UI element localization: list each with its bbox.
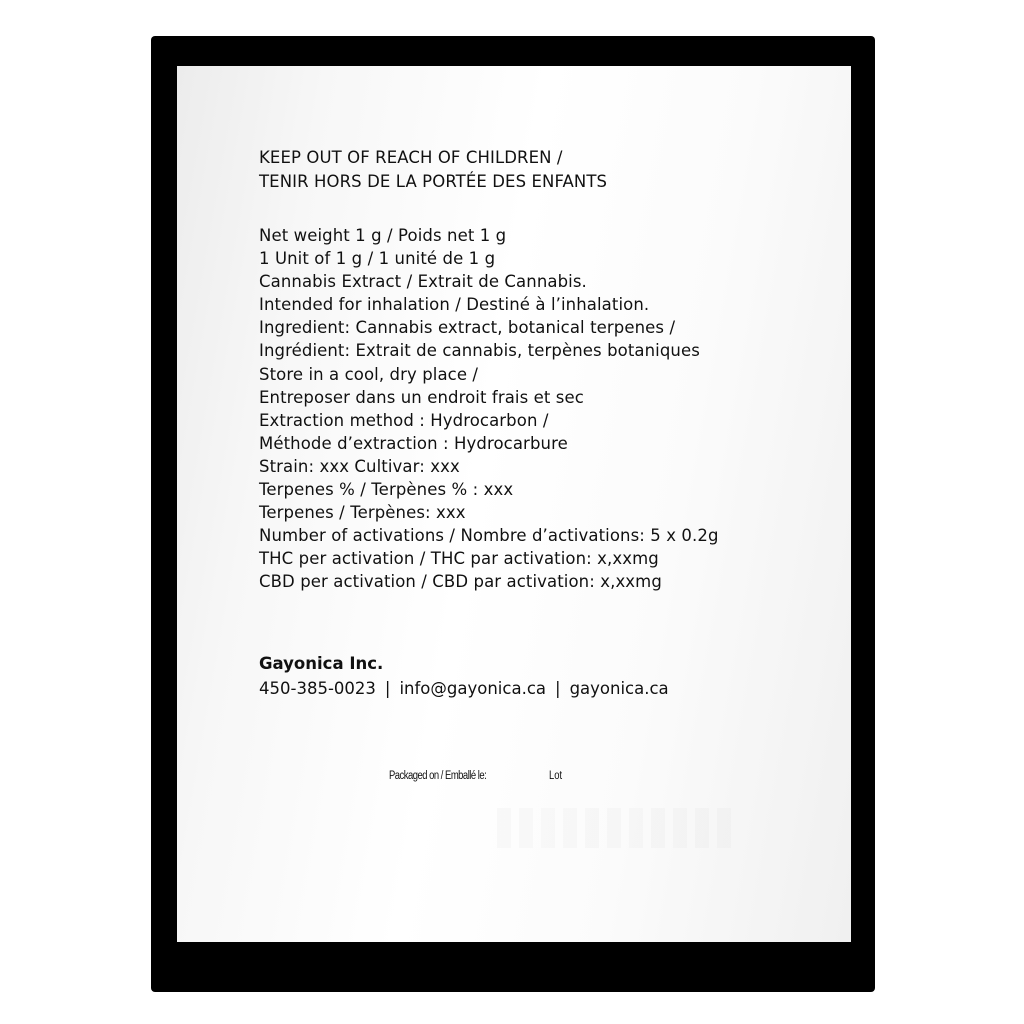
- detail-line: THC per activation / THC par activation: x,xxmg: [259, 549, 659, 569]
- company-info: [259, 651, 669, 701]
- separator: |: [555, 679, 561, 698]
- detail-line: Ingrédient: Extrait de cannabis, terpènes botaniques: [259, 341, 700, 361]
- detail-line: Méthode d’extraction : Hydrocarbure: [259, 433, 568, 453]
- warning-french: TENIR HORS DE LA PORTÉE DES ENFANTS: [259, 172, 608, 191]
- lot-label: Lot: [549, 770, 563, 782]
- packaged-on-label: Packaged on / Emballé le:: [389, 770, 487, 782]
- company-contact: [259, 676, 669, 701]
- detail-line: Strain: xxx Cultivar: xxx: [259, 456, 460, 476]
- detail-line: Number of activations / Nombre d’activations: 5 x 0.2g: [259, 526, 719, 546]
- company-name: Gayonica Inc.: [259, 654, 384, 673]
- company-email: info@gayonica.ca: [399, 679, 546, 698]
- detail-line: Store in a cool, dry place /: [259, 364, 479, 384]
- product-details: [259, 224, 719, 594]
- detail-line: 1 Unit of 1 g / 1 unité de 1 g: [259, 249, 496, 269]
- embossed-area: [497, 808, 737, 848]
- company-website: gayonica.ca: [569, 679, 669, 698]
- separator: |: [384, 679, 391, 698]
- detail-line: Extraction method : Hydrocarbon /: [259, 410, 549, 430]
- detail-line: Net weight 1 g / Poids net 1 g: [259, 226, 507, 245]
- detail-line: Ingredient: Cannabis extract, botanical terpenes /: [259, 318, 676, 338]
- detail-line: Terpenes / Terpènes: xxx: [259, 503, 466, 523]
- product-label: [177, 66, 851, 942]
- detail-line: Entreposer dans un endroit frais et sec: [259, 387, 584, 407]
- detail-line: Cannabis Extract / Extrait de Cannabis.: [259, 272, 587, 292]
- detail-line: Intended for inhalation / Destiné à l’inhalation.: [259, 295, 650, 315]
- detail-line: CBD per activation / CBD par activation: x,xxmg: [259, 572, 662, 592]
- warning-english: KEEP OUT OF REACH OF CHILDREN /: [259, 148, 563, 167]
- child-warning: [259, 146, 607, 194]
- detail-line: Terpenes % / Terpènes % : xxx: [259, 480, 514, 500]
- company-phone: 450-385-0023: [259, 679, 376, 698]
